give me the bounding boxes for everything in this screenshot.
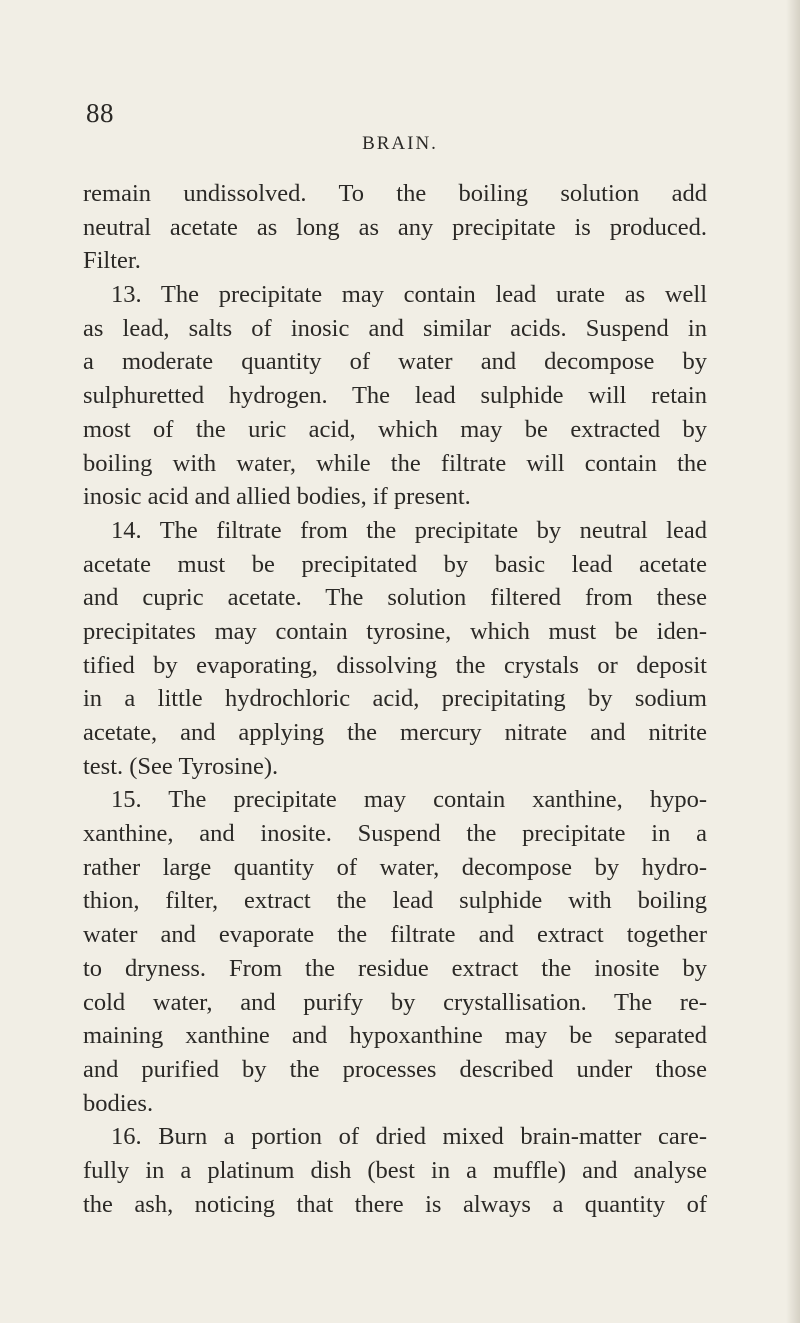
text-line: Filter. (83, 247, 141, 275)
body-text (83, 177, 707, 1221)
text-line: sulphuretted hydrogen. The lead sulphide will retain (83, 382, 707, 410)
text-line: most of the uric acid, which may be extracted by (83, 415, 707, 443)
text-line: fully in a platinum dish (best in a muffle) and analyse (83, 1156, 707, 1184)
text-line: tified by evaporating, dissolving the crystals or deposit (83, 651, 707, 679)
paragraph-15-start: 15. The precipitate may contain xanthine, hypo- (111, 786, 707, 814)
running-head: BRAIN. (362, 133, 438, 154)
text-line: and cupric acetate. The solution filtered from these (83, 584, 707, 612)
text-line: test. (See Tyrosine). (83, 752, 279, 780)
text-line: remain undissolved. To the boiling solution add (83, 180, 707, 207)
text-line: precipitates may contain tyrosine, which must be iden- (83, 617, 707, 645)
text-line: a moderate quantity of water and decompose by (83, 348, 707, 376)
paragraph-14-start: 14. The filtrate from the precipitate by neutral lead (111, 516, 707, 544)
page-edge-shadow (786, 0, 800, 1323)
text-line: cold water, and purify by crystallisation. The re- (83, 988, 707, 1016)
text-line: boiling with water, while the filtrate will contain the (83, 449, 707, 477)
text-line: water and evaporate the filtrate and extract together (83, 921, 707, 949)
text-line: thion, filter, extract the lead sulphide with boiling (83, 887, 707, 915)
text-line: the ash, noticing that there is always a quantity of (83, 1190, 707, 1218)
text-line: as lead, salts of inosic and similar acids. Suspend in (83, 314, 707, 342)
paragraph-13-start: 13. The precipitate may contain lead urate as well (111, 281, 707, 309)
text-line: inosic acid and allied bodies, if present. (83, 483, 471, 511)
text-line: xanthine, and inosite. Suspend the precipitate in a (83, 820, 707, 848)
paragraph-16-start: 16. Burn a portion of dried mixed brain-matter care- (111, 1123, 707, 1151)
page-number: 88 (86, 98, 114, 128)
text-line: acetate, and applying the mercury nitrate and nitrite (83, 719, 707, 746)
text-line: to dryness. From the residue extract the inosite by (83, 954, 707, 982)
text-line: maining xanthine and hypoxanthine may be separated (83, 1022, 707, 1050)
text-line: neutral acetate as long as any precipitate is produced. (83, 213, 707, 241)
text-line: bodies. (83, 1089, 154, 1117)
text-line: and purified by the processes described under those (83, 1055, 707, 1083)
text-line: in a little hydrochloric acid, precipitating by sodium (83, 685, 707, 713)
text-line: rather large quantity of water, decompose by hydro- (83, 853, 707, 881)
text-line: acetate must be precipitated by basic lead acetate (83, 550, 707, 578)
